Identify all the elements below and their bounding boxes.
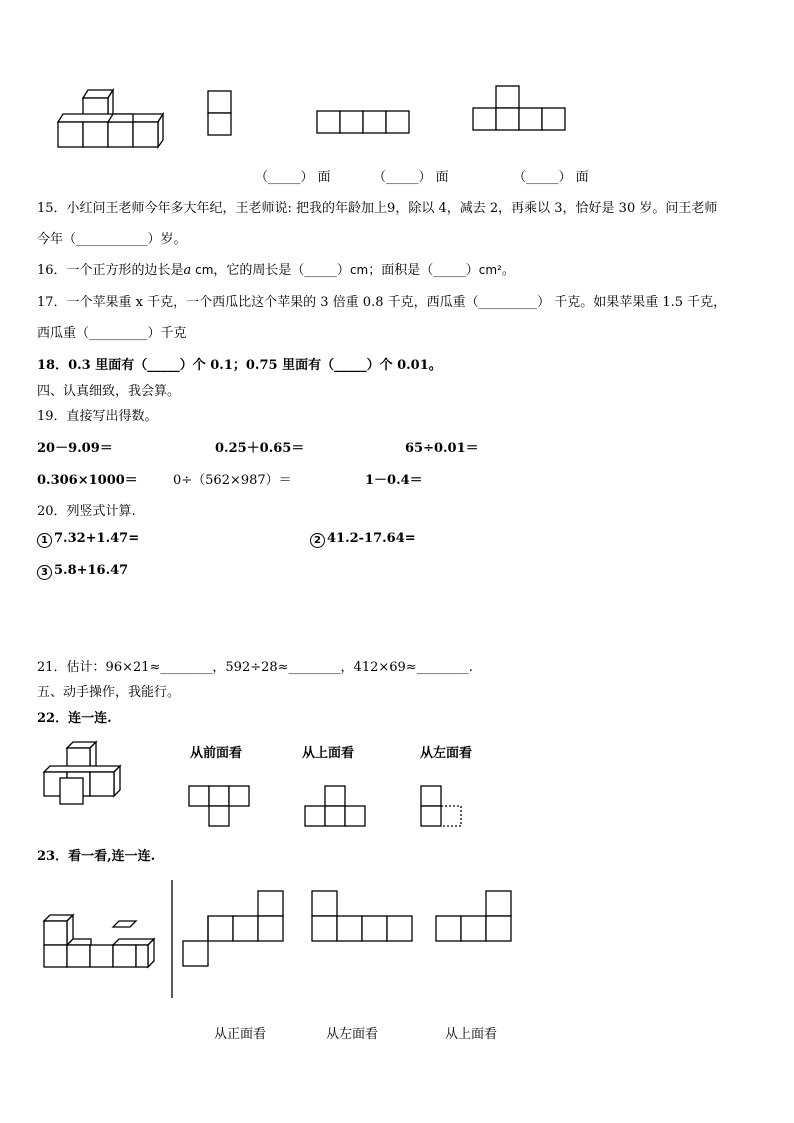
q22-view-left-label: 从左面看 xyxy=(420,746,473,761)
q22-view-option-c[interactable] xyxy=(420,785,466,829)
q20-item-3 xyxy=(37,563,128,580)
q17-line1[interactable]: 17．一个苹果重 x 千克，一个西瓜比这个苹果的 3 倍重 0.8 千克，西瓜重（_________） 千克。如果苹果重 1.5 千克， xyxy=(37,295,727,310)
circled-number-3: 3 xyxy=(37,565,52,580)
q17-line2[interactable]: 西瓜重（_________）千克 xyxy=(37,326,187,341)
q20-item-1 xyxy=(37,531,139,548)
q23-view-front-label: 从正面看 xyxy=(214,1027,267,1042)
q16-unit1: cm xyxy=(191,263,214,277)
q19-expr-2: 0.25＋0.65＝ xyxy=(215,441,305,456)
q23-cube-solid-figure xyxy=(42,913,157,969)
q16-unit2: cm xyxy=(349,263,369,277)
q22-cube-solid-figure xyxy=(42,740,124,806)
q15-line1: 15．小红问王老师今年多大年纪，王老师说: 把我的年龄加上9，除以 4，减去 2，再乘以 3，恰好是 30 岁。问王老师 xyxy=(37,201,718,216)
q16-end: 。 xyxy=(501,263,515,278)
q23-view-option-a[interactable] xyxy=(182,890,286,968)
q19-expr-6: 1－0.4＝ xyxy=(365,473,423,488)
q23-view-option-c[interactable] xyxy=(435,890,515,944)
q23-view-option-b[interactable] xyxy=(311,890,415,944)
q16-unit3: cm² xyxy=(478,263,502,277)
q19-expr-5: 0÷（562×987）＝ xyxy=(173,473,292,488)
q16-mid2[interactable]: ；面积是（_____） xyxy=(368,263,479,278)
q16-line[interactable] xyxy=(37,259,515,278)
q20-title: 20．列竖式计算. xyxy=(37,504,136,519)
q19-title: 19．直接写出得数。 xyxy=(37,409,158,424)
q14-view-four-row xyxy=(316,110,411,136)
q23-view-top-label: 从上面看 xyxy=(445,1027,498,1042)
q19-expr-4: 0.306×1000＝ xyxy=(37,473,138,488)
section4-title: 四、认真细致，我会算。 xyxy=(37,384,181,399)
q14-view-two-vertical xyxy=(207,90,233,138)
q14-view-t-shape xyxy=(472,85,567,133)
q20-item-2 xyxy=(310,531,416,548)
q22-title: 22．连一连. xyxy=(37,711,112,726)
q14-blank-3[interactable]: （_____） 面 xyxy=(513,170,589,185)
q21-text[interactable]: 21．估计：96×21≈________，592÷28≈________，412×69≈________. xyxy=(37,660,473,675)
q14-cube-stack-figure xyxy=(55,86,170,151)
q22-view-option-a[interactable] xyxy=(188,785,252,829)
q16-var: a xyxy=(183,263,192,278)
q14-blank-1[interactable]: （_____） 面 xyxy=(255,170,331,185)
q19-expr-1: 20－9.09＝ xyxy=(37,441,113,456)
q23-divider-line xyxy=(170,880,174,1000)
q22-view-front-label: 从前面看 xyxy=(190,746,243,761)
circled-number-1: 1 xyxy=(37,533,52,548)
q20-item-3-expr: 5.8+16.47 xyxy=(54,563,129,578)
q20-item-1-expr: 7.32+1.47= xyxy=(54,531,140,546)
q14-blank-2[interactable]: （_____） 面 xyxy=(373,170,449,185)
q20-item-2-expr: 41.2-17.64= xyxy=(327,531,416,546)
q15-line2[interactable]: 今年（___________）岁。 xyxy=(37,232,187,247)
q16-prefix: 16．一个正方形的边长是 xyxy=(37,263,184,278)
q16-mid[interactable]: ，它的周长是（_____） xyxy=(213,263,350,278)
q22-view-top-label: 从上面看 xyxy=(302,746,355,761)
q23-title: 23．看一看,连一连. xyxy=(37,849,156,864)
circled-number-2: 2 xyxy=(310,533,325,548)
q18-text[interactable]: 18．0.3 里面有（_____）个 0.1；0.75 里面有（_____）个 0.01。 xyxy=(37,358,442,373)
section5-title: 五、动手操作，我能行。 xyxy=(37,685,181,700)
q23-view-left-label: 从左面看 xyxy=(326,1027,379,1042)
q22-view-option-b[interactable] xyxy=(304,785,368,829)
q19-expr-3: 65÷0.01＝ xyxy=(405,441,479,456)
